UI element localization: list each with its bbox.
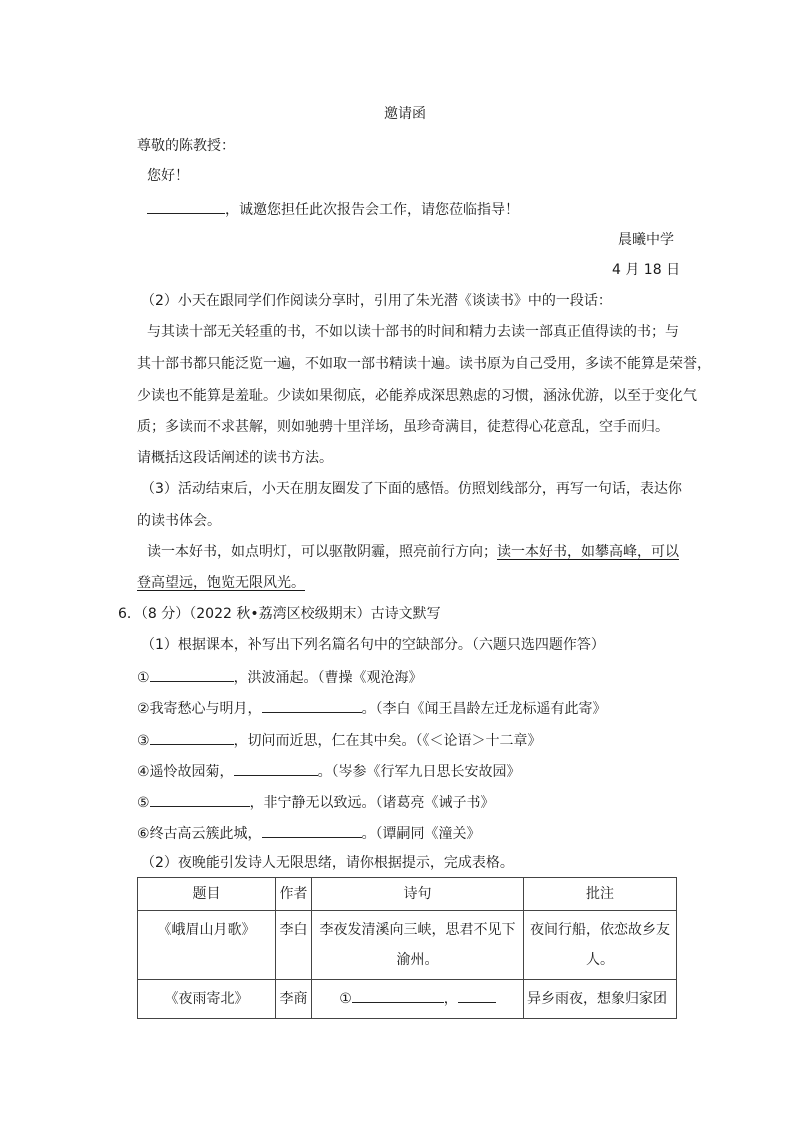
item-number: ② — [137, 701, 150, 717]
answer-blank[interactable] — [150, 791, 250, 807]
poem-item-2 — [137, 697, 607, 719]
passage-line-1: 与其读十部无关轻重的书，不如以读十部书的时间和精力去读一部真正值得读的书；与 — [147, 324, 679, 340]
table-row — [138, 911, 677, 980]
cell-note: 异乡雨夜，想象归家团 — [524, 980, 677, 1019]
q6-part2-prompt: （2）夜晚能引发诗人无限思绪，请你根据提示，完成表格。 — [141, 855, 514, 871]
letter-salutation: 尊敬的陈教授： — [137, 138, 235, 154]
poem-item-1 — [137, 666, 423, 688]
q3-prompt-line1: （3）活动结束后，小天在朋友圈发了下面的感悟。仿照划线部分，再写一句话，表达你 — [141, 481, 682, 497]
item-number: ③ — [137, 733, 150, 749]
header-note: 批注 — [524, 878, 677, 911]
poem-item-5 — [137, 791, 495, 813]
item-after: 。（李白《闻王昌龄左迁龙标遥有此寄》 — [361, 701, 607, 717]
example-underlined: 读一本好书，如攀高峰，可以 — [497, 544, 679, 560]
example-underlined-cont: 登高望远，饱览无限风光。 — [137, 575, 305, 591]
item-after: ，切问而近思，仁在其中矣。（《＜论语＞十二章》 — [233, 733, 542, 749]
header-verse: 诗句 — [312, 878, 524, 911]
item-after: 。（谭嗣同《潼关》 — [361, 826, 481, 842]
passage-line-4: 质；多读而不求甚解，则如驰骋十里洋场，虽珍奇满目，徒惹得心花意乱，空手而归。 — [137, 419, 669, 435]
cell-verse: 李夜发清溪向三峡，思君不见下渝州。 — [312, 911, 524, 980]
letter-greeting: 您好！ — [147, 168, 189, 184]
answer-blank[interactable] — [262, 697, 362, 713]
passage-line-2: 其十部书都只能泛览一遍，不如取一部书精读十遍。读书原为自己受用，多读不能算是荣誉， — [137, 356, 711, 372]
item-number: ⑤ — [137, 795, 150, 811]
item-number: ⑥ — [137, 826, 150, 842]
answer-blank[interactable] — [262, 822, 362, 838]
q2-task: 请概括这段话阐述的读书方法。 — [137, 450, 333, 466]
poem-item-6 — [137, 822, 481, 844]
table-row — [138, 980, 677, 1019]
q3-example-line2 — [137, 573, 305, 593]
cell-title: 《峨眉山月歌》 — [138, 911, 276, 980]
letter-signature: 晨曦中学 — [618, 232, 674, 248]
answer-blank[interactable] — [352, 987, 444, 1003]
item-after: ，洪波涌起。（曹操《观沧海》 — [233, 670, 423, 686]
answer-blank[interactable] — [150, 666, 234, 682]
header-author: 作者 — [276, 878, 312, 911]
header-title: 题目 — [138, 878, 276, 911]
item-before: 遥怜故园菊， — [149, 764, 234, 780]
invite-text: ，诚邀您担任此次报告会工作，请您莅临指导！ — [225, 202, 519, 218]
item-number: ① — [137, 670, 150, 686]
poem-table — [137, 877, 677, 1019]
q6-header: 6．（8 分）（2022 秋•荔湾区校级期末）古诗文默写 — [118, 606, 441, 622]
letter-invite-line — [147, 198, 519, 220]
q2-prompt: （2）小天在跟同学们作阅读分享时，引用了朱光潜《谈读书》中的一段话： — [141, 293, 612, 309]
item-after: 。（岑参《行军九日思长安故园》 — [317, 764, 521, 780]
cell-author: 李白 — [276, 911, 312, 980]
cell-author: 李商 — [276, 980, 312, 1019]
letter-date: 4 月 18 日 — [612, 262, 681, 278]
answer-blank[interactable] — [458, 987, 496, 1003]
cell-title: 《夜雨寄北》 — [138, 980, 276, 1019]
item-before: 我寄愁心与明月， — [149, 701, 262, 717]
cell-verse — [312, 980, 524, 1019]
q3-prompt-line2: 的读书体会。 — [137, 513, 221, 529]
answer-blank[interactable] — [147, 198, 225, 214]
poem-item-3 — [137, 729, 542, 751]
verse-sep: ， — [443, 991, 458, 1007]
q6-part1-prompt: （1）根据课本，补写出下列名篇名句中的空缺部分。（六题只选四题作答） — [141, 637, 605, 653]
passage-line-3: 少读也不能算是羞耻。少读如果彻底，必能养成深思熟虑的习惯，涵泳优游，以至于变化气 — [137, 388, 697, 404]
verse-number: ① — [339, 991, 352, 1007]
table-header-row — [138, 878, 677, 911]
example-plain: 读一本好书，如点明灯，可以驱散阴霾，照亮前行方向； — [147, 544, 497, 560]
cell-note: 夜间行船，依恋故乡友人。 — [524, 911, 677, 980]
q3-example-line1 — [147, 542, 679, 562]
poem-item-4 — [137, 760, 521, 782]
item-before: 终古高云簇此城， — [149, 826, 262, 842]
answer-blank[interactable] — [150, 729, 234, 745]
item-after: ，非宁静无以致远。（诸葛亮《诫子书》 — [249, 795, 495, 811]
letter-title: 邀请函 — [384, 106, 426, 122]
answer-blank[interactable] — [234, 760, 318, 776]
item-number: ④ — [137, 764, 150, 780]
